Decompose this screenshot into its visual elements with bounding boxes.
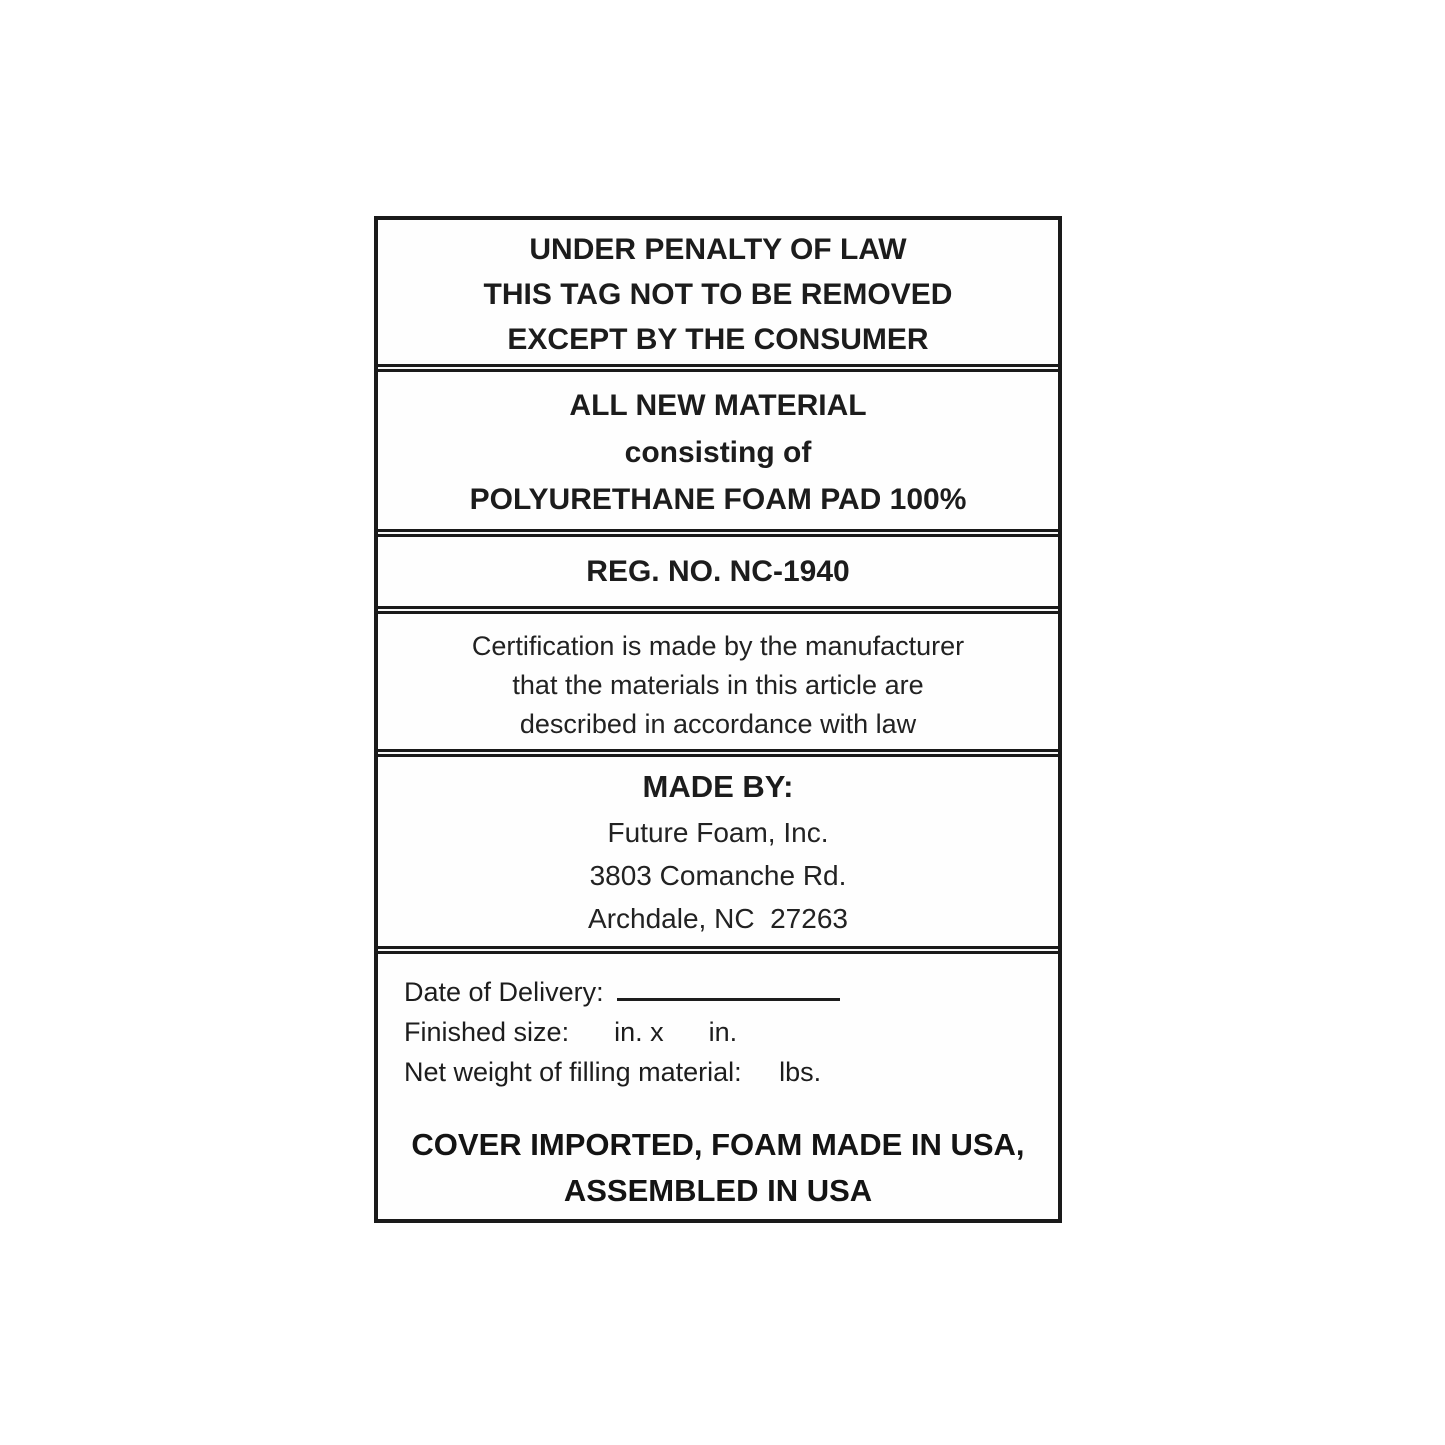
- date-of-delivery-row: [404, 968, 1058, 1012]
- section-divider: [378, 529, 1058, 537]
- penalty-line: UNDER PENALTY OF LAW: [529, 233, 907, 266]
- penalty-line: EXCEPT BY THE CONSUMER: [507, 323, 929, 356]
- certification-line: described in accordance with law: [519, 709, 917, 739]
- material-line: ALL NEW MATERIAL: [569, 389, 867, 422]
- finished-size-row: Finished size: in. x in.: [404, 1017, 738, 1047]
- manufacturer-city: Archdale, NC 27263: [588, 903, 848, 934]
- manufacturer-street: 3803 Comanche Rd.: [589, 860, 847, 891]
- certification-section: [378, 614, 1058, 749]
- material-section: [378, 372, 1058, 529]
- section-divider: [378, 364, 1058, 372]
- law-tag-label: [374, 216, 1062, 1223]
- material-line: POLYURETHANE FOAM PAD 100%: [469, 483, 967, 516]
- date-fill-in-line: [617, 968, 840, 1001]
- penalty-line: THIS TAG NOT TO BE REMOVED: [483, 278, 953, 311]
- net-weight-row: Net weight of filling material: lbs.: [404, 1057, 822, 1087]
- certification-line: Certification is made by the manufacturer: [471, 631, 965, 661]
- origin-statement: [378, 1122, 1058, 1214]
- section-divider: [378, 606, 1058, 614]
- registration-number-section: [378, 537, 1058, 606]
- manufacturer-section: [378, 757, 1058, 946]
- origin-line: ASSEMBLED IN USA: [563, 1173, 873, 1208]
- details-section: [378, 954, 1058, 1219]
- section-divider: [378, 749, 1058, 757]
- registration-number: REG. NO. NC-1940: [586, 554, 850, 588]
- penalty-notice-section: [378, 220, 1058, 364]
- origin-line: COVER IMPORTED, FOAM MADE IN USA,: [411, 1127, 1025, 1162]
- manufacturer-name: Future Foam, Inc.: [607, 817, 829, 848]
- material-line: consisting of: [624, 436, 812, 469]
- date-of-delivery-label: Date of Delivery:: [404, 977, 604, 1007]
- made-by-heading: MADE BY:: [642, 769, 794, 804]
- section-divider: [378, 946, 1058, 954]
- certification-line: that the materials in this article are: [512, 670, 924, 700]
